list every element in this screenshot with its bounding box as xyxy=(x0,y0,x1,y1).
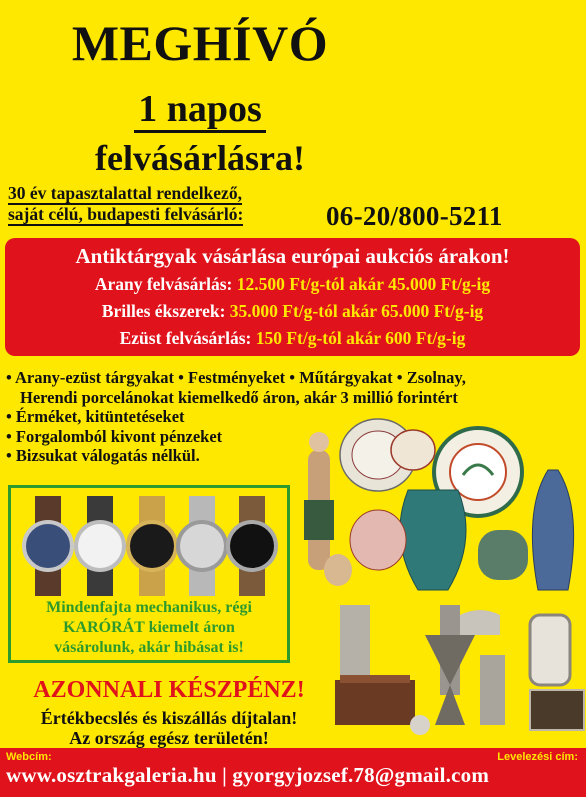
cash-line-2: Az ország egész területén! xyxy=(69,728,269,748)
watch-line-2-rest: kiemelt áron xyxy=(144,619,235,636)
watch-line-1: Mindenfajta mechanikus, régi xyxy=(46,599,252,616)
silverware-illustration xyxy=(330,595,586,745)
list-item: • Forgalomból kivont pénzeket xyxy=(6,426,223,446)
subtitle-purchase: felvásárlásra! xyxy=(95,138,305,178)
price-value: 35.000 Ft/g-tól akár 65.000 Ft/g-ig xyxy=(229,301,484,321)
price-label: Arany felvásárlás: xyxy=(94,274,233,294)
watch-line-2 xyxy=(11,618,287,638)
price-row-gold xyxy=(5,274,580,294)
list-item: • Érméket, kitüntetéseket xyxy=(6,407,185,426)
intro-line-2: saját célú, budapesti felvásárló: xyxy=(8,204,244,224)
contact-links[interactable]: www.osztrakgaleria.hu | gyorgyjozsef.78@gmail.com xyxy=(6,763,490,787)
page-title: MEGHÍVÓ xyxy=(71,15,329,71)
price-row-diamond xyxy=(5,301,580,321)
price-label: Brilles ékszerek: xyxy=(101,301,226,321)
watch-line-3: vásárolunk, akár hibásat is! xyxy=(54,639,244,656)
antiques-illustration xyxy=(298,410,586,600)
list-item: • Bizsukat válogatás nélkül. xyxy=(6,446,200,465)
footer-bar xyxy=(0,748,586,797)
mail-label: Levelezési cím: xyxy=(497,751,578,763)
cash-line-1: Értékbecslés és kiszállás díjtalan! xyxy=(40,708,298,728)
watches-illustration xyxy=(17,496,281,596)
price-label: Ezüst felvásárlás: xyxy=(119,328,252,348)
web-label: Webcím: xyxy=(6,751,52,763)
price-value: 150 Ft/g-tól akár 600 Ft/g-ig xyxy=(255,328,466,348)
subtitle-days xyxy=(0,90,400,128)
subtitle-days-text: 1 napos xyxy=(134,88,266,133)
price-value: 12.500 Ft/g-tól akár 45.000 Ft/g-ig xyxy=(236,274,491,294)
watch-keyword: KARÓRÁT xyxy=(63,619,145,636)
watch-text xyxy=(11,598,287,658)
intro-line-1: 30 év tapasztalattal rendelkező, xyxy=(8,183,242,203)
cash-details xyxy=(0,708,338,748)
intro-text xyxy=(8,184,328,226)
phone-number[interactable]: 06-20/800-5211 xyxy=(326,201,503,231)
watch-box xyxy=(8,485,290,663)
price-row-silver xyxy=(5,328,580,348)
price-headline: Antiktárgyak vásárlása európai aukciós árakon! xyxy=(75,244,510,268)
list-item: Herendi porcelánokat kiemelkedő áron, akár 3 millió forintért xyxy=(20,387,458,407)
price-box xyxy=(5,238,580,356)
cash-headline: AZONNALI KÉSZPÉNZ! xyxy=(33,677,305,703)
list-item: • Arany-ezüst tárgyakat • Festményeket • Műtárgyakat • Zsolnay, xyxy=(6,368,466,387)
